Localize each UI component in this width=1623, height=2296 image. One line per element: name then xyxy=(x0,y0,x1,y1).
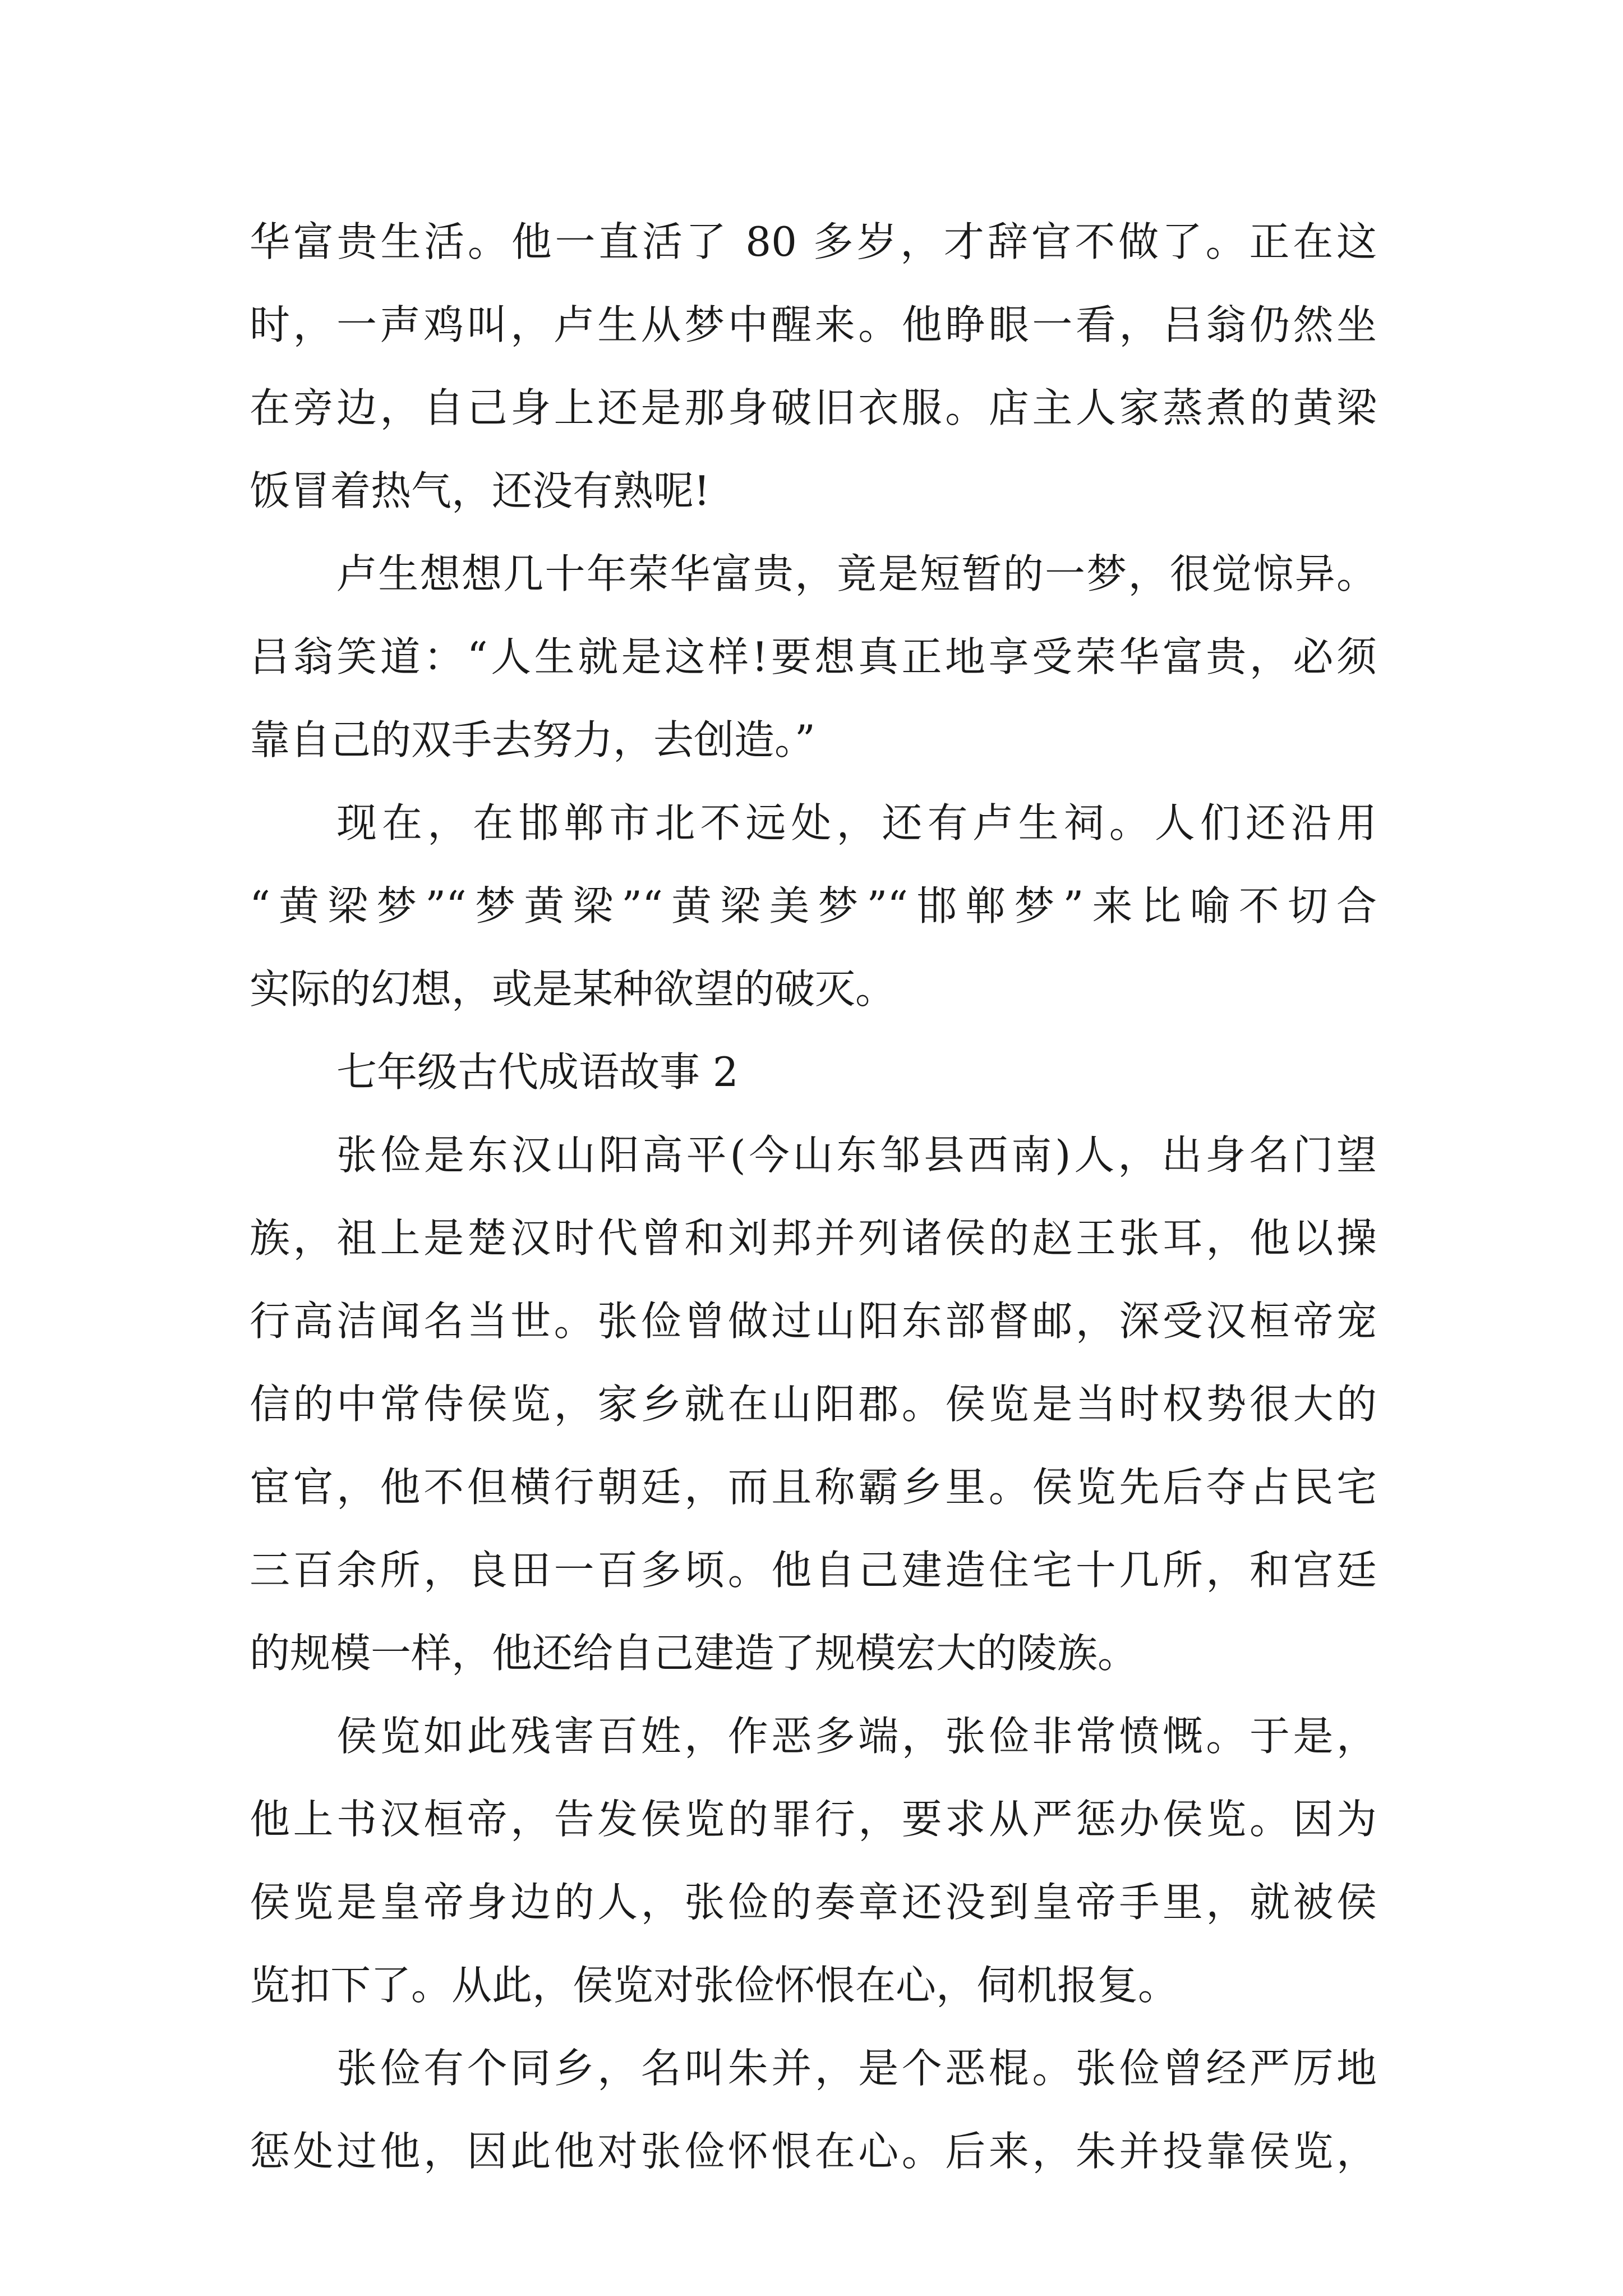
text-line: 他上书汉桓帝，告发侯览的罪行，要求从严惩办侯览。因为 xyxy=(250,1796,1377,1843)
text-line: 华富贵生活。他一直活了 80 多岁，才辞官不做了。正在这 xyxy=(250,218,1377,265)
text-line: “黄梁梦”“梦黄梁”“黄梁美梦”“邯郸梦”来比喻不切合 xyxy=(250,882,1377,930)
text-line: 实际的幻想，或是某种欲望的破灭。 xyxy=(250,965,896,1013)
paragraph-first-line: 现在，在邯郸市北不远处，还有卢生祠。人们还沿用 xyxy=(336,799,1377,846)
paragraph-first-line: 张俭有个同乡，名叫朱并，是个恶棍。张俭曾经严厉地 xyxy=(336,2045,1377,2092)
text-line: 惩处过他，因此他对张俭怀恨在心。后来，朱并投靠侯览， xyxy=(250,2128,1377,2175)
paragraph-first-line: 卢生想想几十年荣华富贵，竟是短暂的一梦，很觉惊异。 xyxy=(336,550,1377,597)
text-line: 侯览是皇帝身边的人，张俭的奏章还没到皇帝手里，就被侯 xyxy=(250,1879,1377,1926)
text-line: 宦官，他不但横行朝廷，而且称霸乡里。侯览先后夺占民宅 xyxy=(250,1464,1377,1511)
text-line: 时，一声鸡叫，卢生从梦中醒来。他睁眼一看，吕翁仍然坐 xyxy=(250,301,1377,348)
text-line: 信的中常侍侯览，家乡就在山阳郡。侯览是当时权势很大的 xyxy=(250,1381,1377,1428)
text-line: 族，祖上是楚汉时代曾和刘邦并列诸侯的赵王张耳，他以操 xyxy=(250,1214,1377,1262)
paragraph-first-line: 侯览如此残害百姓，作恶多端，张俭非常愤慨。于是， xyxy=(336,1713,1377,1760)
section-heading: 七年级古代成语故事 2 xyxy=(336,1048,739,1096)
paragraph-first-line: 张俭是东汉山阳高平(今山东邹县西南)人，出身名门望 xyxy=(336,1131,1377,1179)
text-line: 在旁边，自己身上还是那身破旧衣服。店主人家蒸煮的黄梁 xyxy=(250,384,1377,431)
text-line: 的规模一样，他还给自己建造了规模宏大的陵族。 xyxy=(250,1630,1138,1677)
text-line: 吕翁笑道：“人生就是这样!要想真正地享受荣华富贵，必须 xyxy=(250,633,1377,680)
text-line: 三百余所，良田一百多顷。他自己建造住宅十几所，和宫廷 xyxy=(250,1547,1377,1594)
text-line: 行高洁闻名当世。张俭曾做过山阳东部督邮，深受汉桓帝宠 xyxy=(250,1297,1377,1345)
text-line: 靠自己的双手去努力，去创造。” xyxy=(250,716,815,763)
text-line: 饭冒着热气，还没有熟呢! xyxy=(250,467,710,514)
text-line: 览扣下了。从此，侯览对张俭怀恨在心，伺机报复。 xyxy=(250,1962,1179,2009)
